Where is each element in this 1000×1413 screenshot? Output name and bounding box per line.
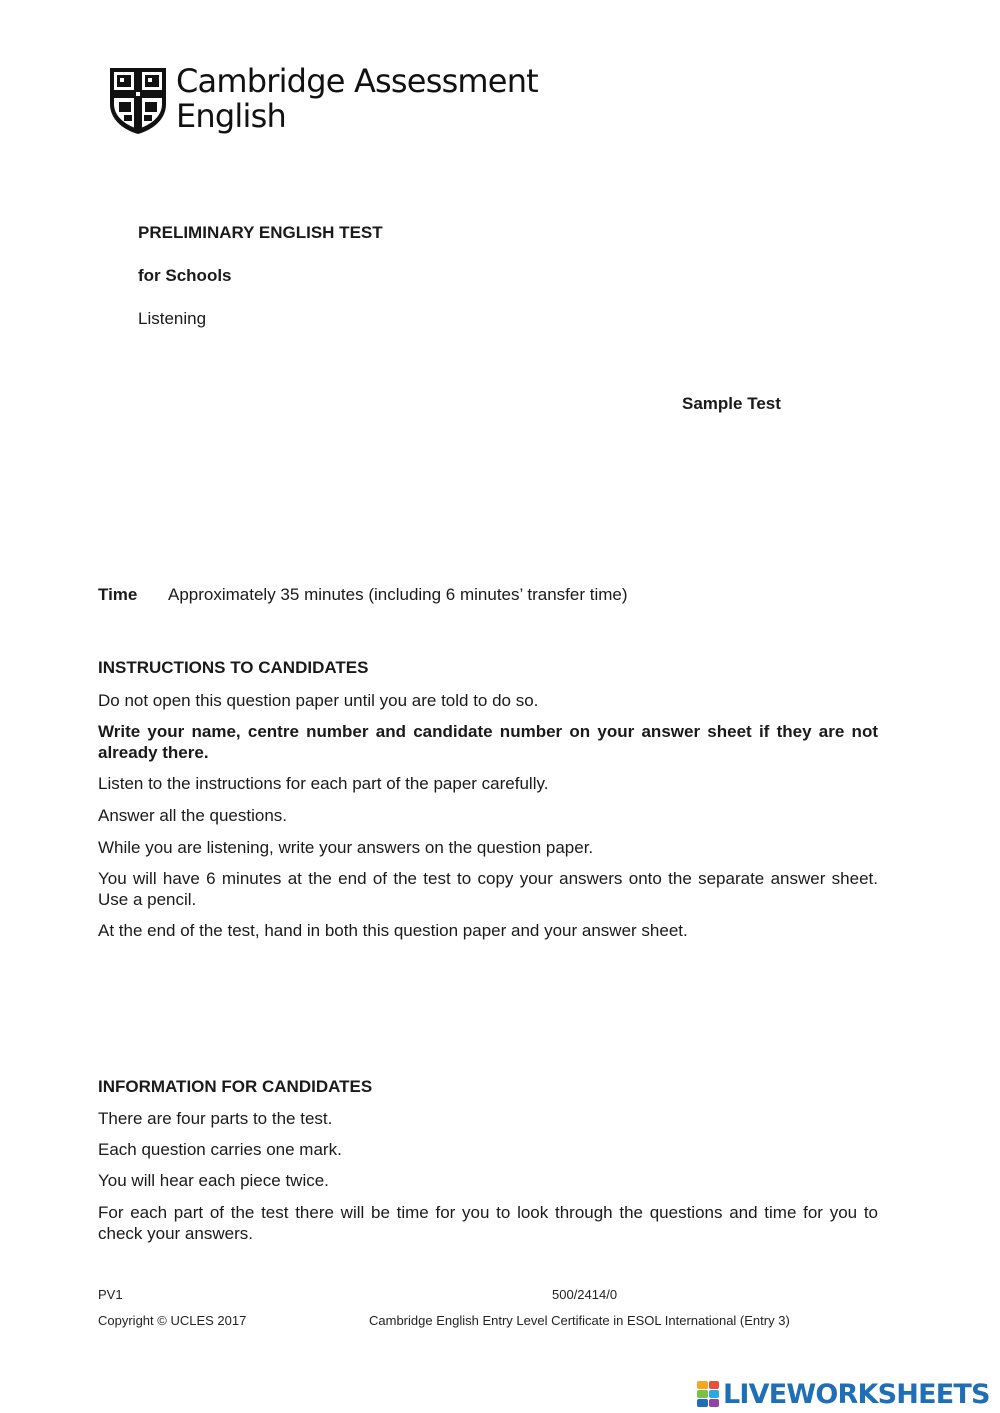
instruction-item: You will have 6 minutes at the end of the test to copy your answers onto the separate answer sheet. Use a pencil. [98, 869, 878, 909]
information-item: You will hear each piece twice. [98, 1171, 329, 1190]
exam-subtitle: for Schools [138, 266, 232, 285]
sample-test-label: Sample Test [682, 394, 781, 413]
instruction-item: At the end of the test, hand in both this question paper and your answer sheet. [98, 921, 688, 940]
footer-code-center: 500/2414/0 [552, 1287, 618, 1302]
exam-paper: Listening [138, 309, 207, 328]
instruction-item: While you are listening, write your answers on the question paper. [98, 838, 594, 857]
footer-code-left: PV1 [98, 1287, 123, 1302]
exam-title: PRELIMINARY ENGLISH TEST [138, 223, 383, 242]
university-shield-icon [108, 66, 168, 136]
time-label: Time [98, 585, 138, 604]
information-item: For each part of the test there will be time for you to look through the questions and time for you to check your answers. [98, 1203, 878, 1243]
liveworksheets-text: LIVEWORKSHEETS [723, 1378, 990, 1410]
information-heading: INFORMATION FOR CANDIDATES [98, 1077, 373, 1096]
footer-certificate: Cambridge English Entry Level Certificate in ESOL International (Entry 3) [369, 1313, 790, 1328]
instructions-heading: INSTRUCTIONS TO CANDIDATES [98, 658, 369, 677]
cambridge-logo [108, 62, 538, 138]
instruction-item: Listen to the instructions for each part of the paper carefully. [98, 774, 549, 793]
brand-line-1: Cambridge Assessment [176, 62, 538, 100]
instruction-item: Write your name, centre number and candidate number on your answer sheet if they are not already there. [98, 722, 878, 762]
time-value: Approximately 35 minutes (including 6 minutes’ transfer time) [168, 585, 628, 604]
liveworksheets-logo-icon [697, 1381, 719, 1407]
information-item: There are four parts to the test. [98, 1109, 333, 1128]
footer-copyright: Copyright © UCLES 2017 [98, 1313, 247, 1328]
brand-line-2: English [176, 97, 286, 135]
information-item: Each question carries one mark. [98, 1140, 342, 1159]
instruction-item: Answer all the questions. [98, 806, 287, 825]
liveworksheets-watermark [697, 1378, 990, 1410]
instruction-item: Do not open this question paper until you are told to do so. [98, 691, 539, 710]
